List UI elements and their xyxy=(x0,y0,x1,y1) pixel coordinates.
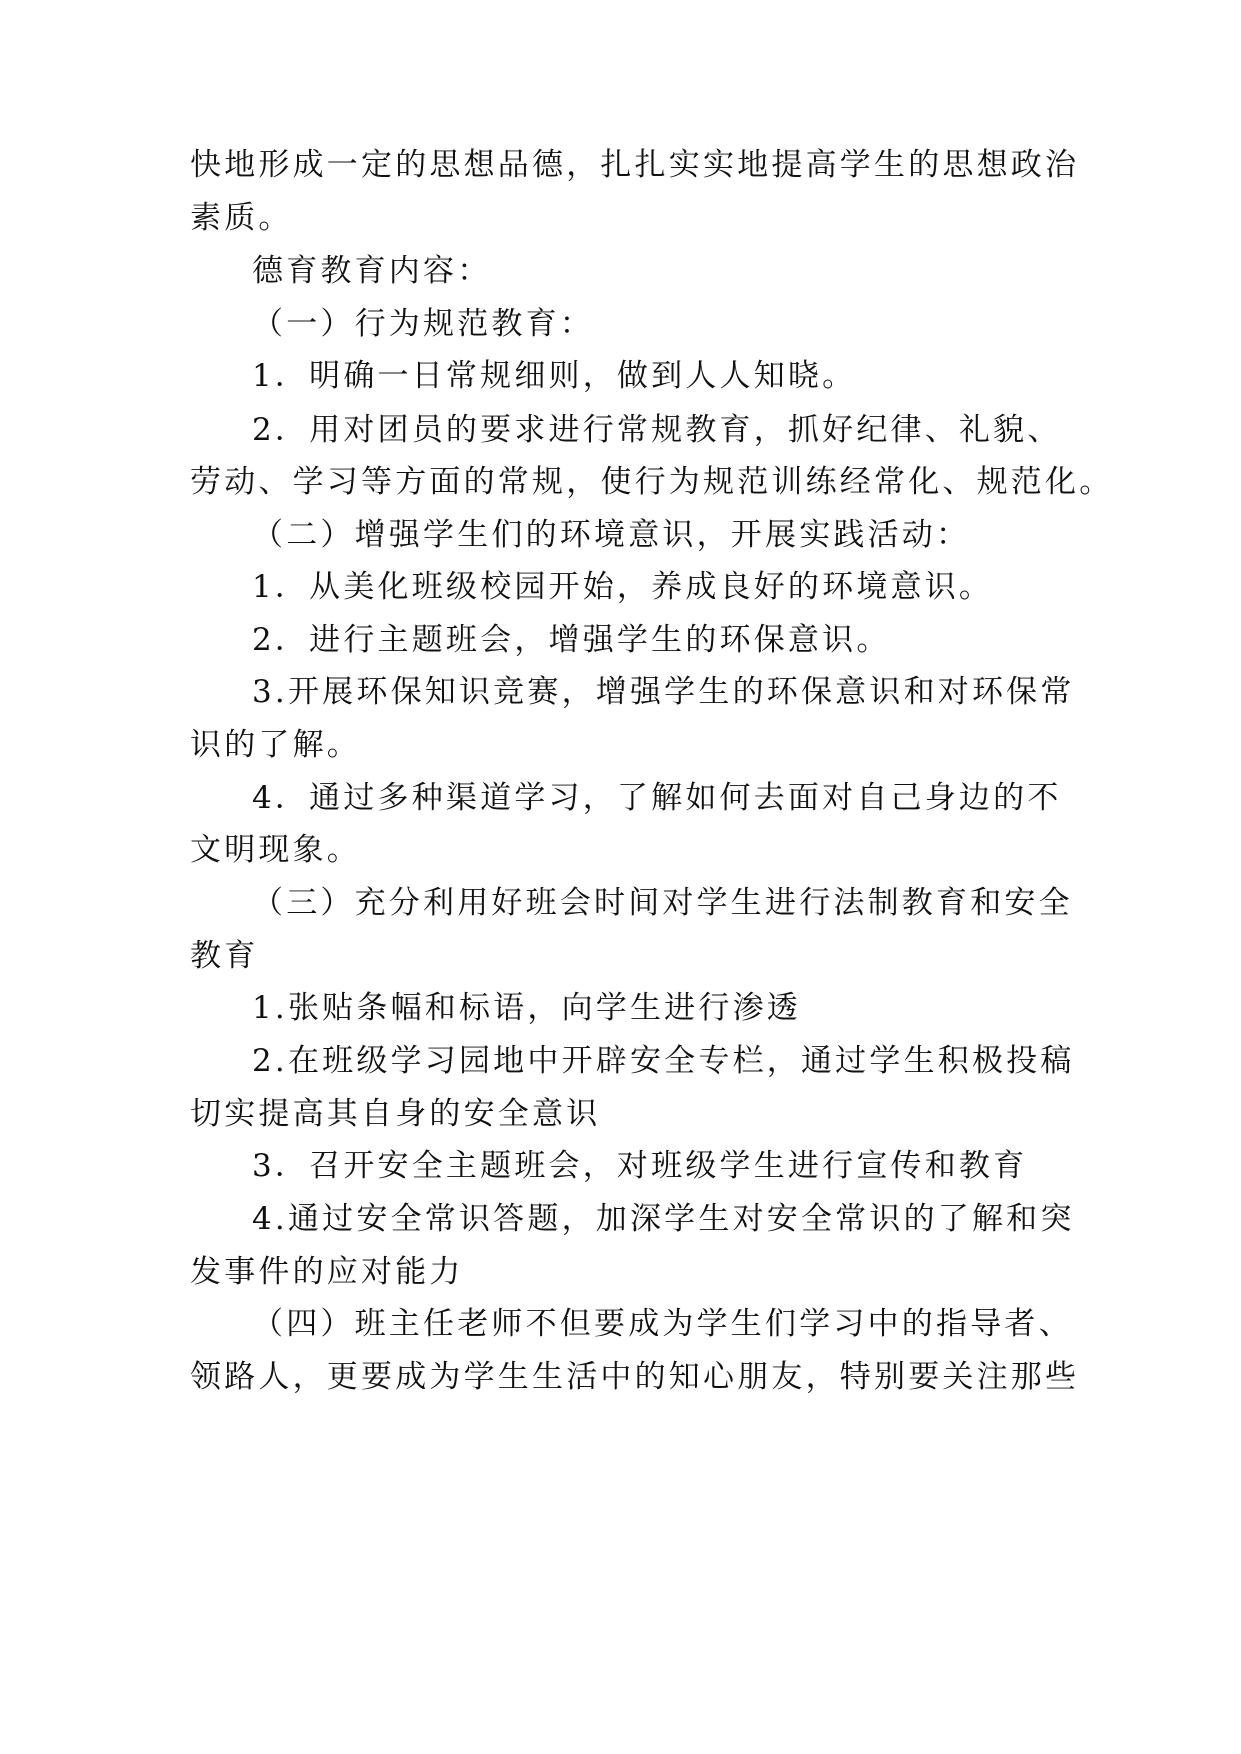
list-item: 2.在班级学习园地中开辟安全专栏，通过学生积极投稿 xyxy=(252,1043,1075,1079)
list-item: 1.张贴条幅和标语，向学生进行渗透 xyxy=(252,990,801,1026)
list-item: 1．明确一日常规细则，做到人人知晓。 xyxy=(252,358,857,394)
text-line: 素质。 xyxy=(190,200,293,236)
section-heading: （四）班主任老师不但要成为学生们学习中的指导者、 xyxy=(252,1306,1073,1342)
section-heading: （二）增强学生们的环境意识，开展实践活动： xyxy=(252,517,971,553)
list-item: 3.开展环保知识竞赛，增强学生的环保意识和对环保常 xyxy=(252,674,1075,710)
text-line: 文明现象。 xyxy=(190,832,361,868)
list-item: 3．召开安全主题班会，对班级学生进行宣传和教育 xyxy=(252,1148,1028,1184)
list-item: 2．用对团员的要求进行常规教育，抓好纪律、礼貌、 xyxy=(252,412,1062,448)
section-heading: （一）行为规范教育： xyxy=(252,306,594,342)
text-line: 快地形成一定的思想品德，扎扎实实地提高学生的思想政治 xyxy=(190,147,1080,183)
text-line: 切实提高其自身的安全意识 xyxy=(190,1096,601,1132)
section-heading: 德育教育内容： xyxy=(252,253,492,289)
text-line: 识的了解。 xyxy=(190,727,361,763)
list-item: 2．进行主题班会，增强学生的环保意识。 xyxy=(252,622,891,658)
text-line: 教育 xyxy=(190,938,259,974)
list-item: 4.通过安全常识答题，加深学生对安全常识的了解和突 xyxy=(252,1201,1075,1237)
text-line: 劳动、学习等方面的常规，使行为规范训练经常化、规范化。 xyxy=(190,464,1114,500)
list-item: 1．从美化班级校园开始，养成良好的环境意识。 xyxy=(252,569,994,605)
text-line: 发事件的应对能力 xyxy=(190,1254,464,1290)
section-heading: （三）充分利用好班会时间对学生进行法制教育和安全 xyxy=(252,885,1073,921)
text-line: 领路人，更要成为学生生活中的知心朋友，特别要关注那些 xyxy=(190,1359,1080,1395)
list-item: 4．通过多种渠道学习，了解如何去面对自己身边的不 xyxy=(252,780,1062,816)
